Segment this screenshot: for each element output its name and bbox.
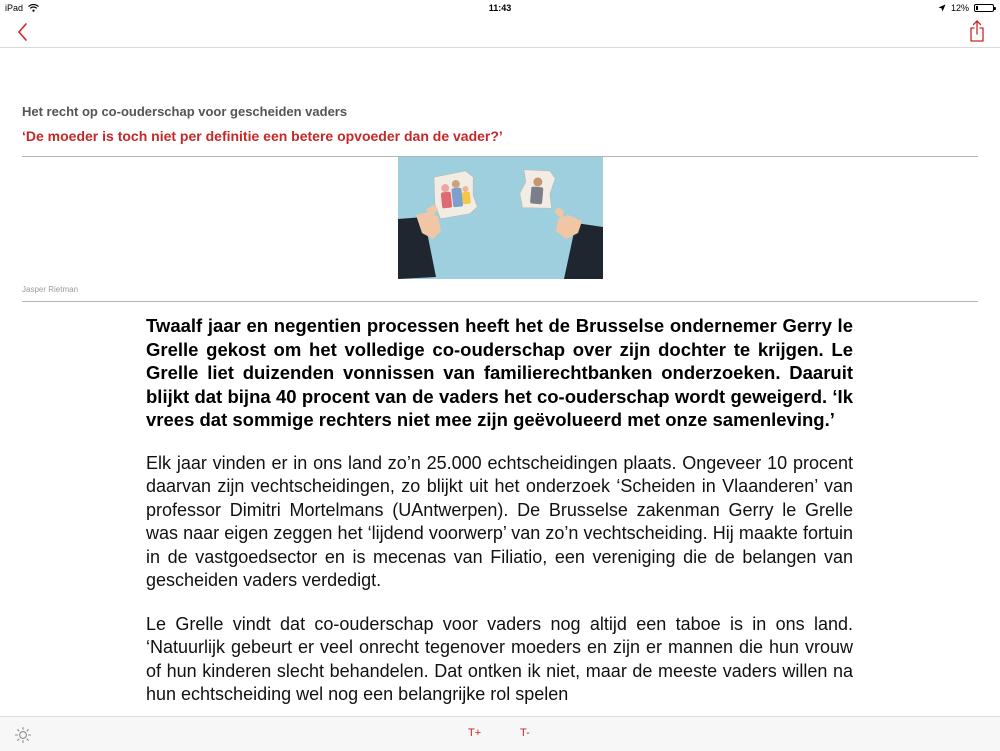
nav-bar [0,16,1000,48]
article-headline: ‘De moeder is toch niet per definitie een betere opvoeder dan de vader?’ [22,128,503,144]
divider [22,301,978,302]
article-kicker: Het recht op co-ouderschap voor gescheiden vaders [22,104,348,119]
photo-credit: Jasper Rietman [22,285,79,294]
device-label: iPad [5,3,24,13]
article-paragraph: Le Grelle vindt dat co-ouderschap voor vaders nog altijd een taboe is in ons land. ‘Natuurlijk gebeurt er veel onrecht tegenover moeders en zijn er mannen die hun vrouw of hun kinderen slecht behandelen. Dat ontken ik niet, maar de meeste vaders willen na hun echtscheiding wel nog een belangrijke rol spelen [146,613,853,704]
article-illustration [398,157,603,279]
article-paragraph: Elk jaar vinden er in ons land zo’n 25.000 echtscheidingen plaats. Ongeveer 10 procent daarvan zijn vechtscheidingen, zo blijkt uit het onderzoek ‘Scheiden in Vlaanderen’ van professor Dimitri Mortelmans (UAntwerpen). De Brusselse zakenman Gerry le Grelle was naar eigen zeggen het ‘lijdend voorwerp’ van zo’n vechtscheiding. Hij maakte fortuin in de vastgoedsector en is mecenas van Filiatio, een vereniging die de belangen van gescheiden vaders verdedigt. [146,452,853,590]
battery-percent: 12% [950,3,969,13]
bottom-toolbar [0,716,1000,751]
increase-text-size-button[interactable]: T+ [468,727,482,739]
article-lead: Twaalf jaar en negentien processen heeft het de Brusselse ondernemer Gerry le Grelle gekost om het volledige co-ouderschap over zijn dochter te krijgen. Le Grelle liet duizenden vonnissen van familierechtbanken onderzoeken. Daaruit blijkt dat bijna 40 procent van de vaders het co-ouderschap wordt geweigerd. ‘Ik vrees dat sommige rechters niet mee zijn geëvolueerd met onze samenleving.’ [146,315,853,430]
brightness-button[interactable] [14,726,32,744]
battery-level [976,6,978,10]
chevron-left-icon [19,24,26,40]
battery-icon [974,4,994,12]
article-body [146,314,853,707]
share-button[interactable] [966,19,988,43]
back-button[interactable] [12,21,34,43]
decrease-text-size-button[interactable]: T- [520,727,530,739]
status-bar [0,0,1000,16]
location-arrow-icon [938,4,946,12]
status-time: 11:43 [488,3,512,13]
share-icon [971,21,983,41]
sun-icon [16,728,31,743]
status-right [938,3,994,13]
